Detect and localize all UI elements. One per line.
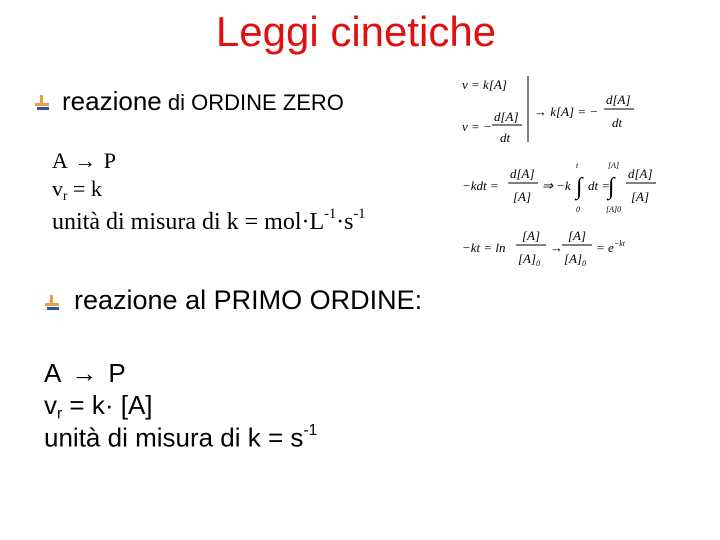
formula-combined-den: dt: [612, 115, 623, 130]
rate-expression: = k· [A]: [62, 390, 153, 420]
formula-integral-den: [A]: [631, 189, 650, 204]
formula-integrated-den: $[A]_0$: [518, 251, 541, 268]
rate-symbol: v: [52, 176, 63, 201]
product-p: P: [108, 358, 126, 388]
integral-icon: ∫: [576, 174, 583, 200]
formula-exp-eq: = $e^{-kt}$: [596, 239, 625, 255]
formula-rate-def-num: d[A]: [494, 109, 519, 124]
integral-upper: t: [576, 161, 579, 170]
slide-title: Leggi cinetiche: [215, 8, 497, 55]
formula-separation-den: [A]: [513, 189, 532, 204]
section-first-reaction: [44, 358, 126, 389]
units-exp: -1: [303, 422, 318, 439]
formula-exp-num: [A]: [568, 228, 587, 243]
formula-separation-left: −kdt =: [462, 178, 499, 193]
formula-separation-num: d[A]: [510, 166, 535, 181]
section-zero-units: [52, 206, 366, 236]
formula-combined-left: → k[A] = −: [534, 104, 599, 119]
integral-lower: [A]0: [606, 205, 622, 214]
units-exp2: -1: [353, 206, 366, 222]
formula-integral-left: ⇒ −k: [542, 178, 571, 193]
formula-derivation: [456, 72, 680, 284]
formula-integral-num: d[A]: [628, 166, 653, 181]
units-mid: ·s: [336, 208, 354, 235]
reactant-a: A: [52, 148, 67, 173]
formula-exp-den: $[A]_0$: [564, 251, 587, 268]
bullet-icon: [34, 94, 52, 112]
formula-integral-dt: dt =: [588, 178, 611, 193]
bullet-icon: [44, 294, 62, 312]
rate-subscript: r: [63, 187, 68, 203]
integral-icon: ∫: [608, 174, 615, 200]
formula-combined-num: d[A]: [606, 92, 631, 107]
rate-symbol: v: [44, 390, 57, 420]
integral-upper: [A]: [608, 161, 620, 170]
rate-subscript: r: [57, 405, 63, 423]
section-zero-heading-main: reazione: [62, 86, 162, 116]
section-first-rate: [44, 390, 153, 424]
section-zero-heading-rest: di ORDINE ZERO: [161, 90, 344, 115]
formula-rate-def-den: dt: [500, 130, 511, 145]
section-first-units: [44, 422, 317, 454]
section-zero-rate: [52, 176, 102, 204]
units-exp1: -1: [324, 206, 337, 222]
formula-rate-def-left: v = −: [462, 119, 492, 134]
units-text: unità di misura di k = mol·L: [52, 208, 325, 235]
formula-integrated-arrow: →: [550, 240, 563, 255]
reaction-arrow: →: [71, 358, 98, 388]
formula-integrated-left: −kt = ln: [462, 240, 506, 255]
section-zero-heading: [62, 86, 344, 117]
section-first-heading: reazione al PRIMO ORDINE:: [74, 285, 423, 315]
units-text: unità di misura di k = s: [44, 422, 304, 453]
section-zero-reaction: [52, 148, 116, 174]
integral-lower: 0: [576, 205, 580, 214]
formula-rate-law: v = k[A]: [462, 77, 507, 92]
formula-integrated-num: [A]: [522, 228, 541, 243]
rate-expression: = k: [67, 176, 102, 201]
reactant-a: A: [44, 358, 60, 388]
reaction-arrow: →: [74, 148, 97, 173]
product-p: P: [103, 148, 116, 173]
